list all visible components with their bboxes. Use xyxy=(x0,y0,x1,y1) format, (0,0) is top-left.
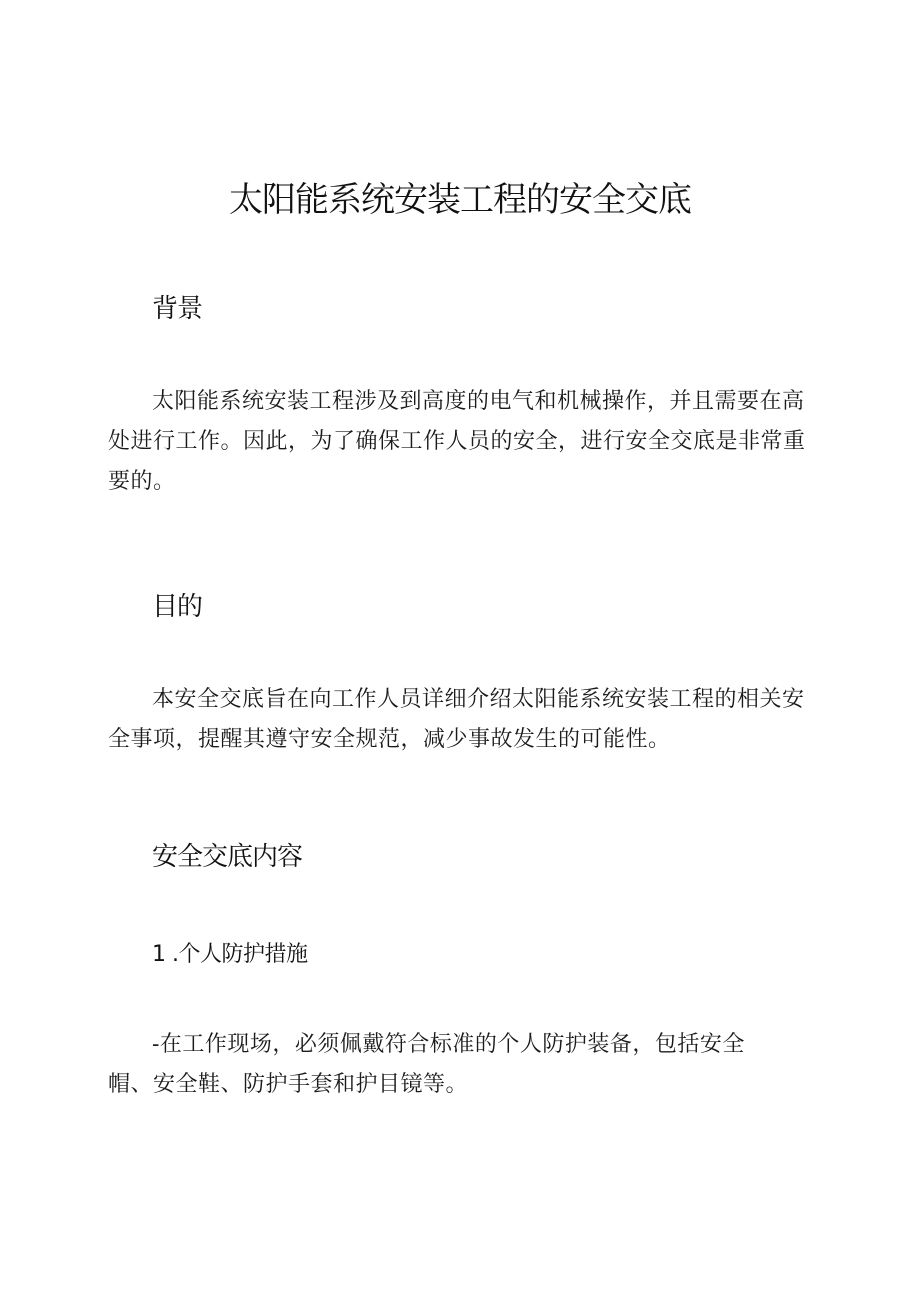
paragraph-personal-protection: -在工作现场，必须佩戴符合标准的个人防护装备，包括安全帽、安全鞋、防护手套和护目镜等。 xyxy=(108,1032,745,1097)
section-heading-purpose: 目的 xyxy=(152,592,203,622)
document-title: 太阳能系统安装工程的安全交底 xyxy=(229,180,691,220)
paragraph-background: 太阳能系统安装工程涉及到高度的电气和机械操作，并且需要在高处进行工作。因此，为了确保工作人员的安全，进行安全交底是非常重要的。 xyxy=(108,389,806,494)
paragraph-purpose: 本安全交底旨在向工作人员详细介绍太阳能系统安装工程的相关安全事项，提醒其遵守安全规范，减少事故发生的可能性。 xyxy=(108,687,805,752)
section-heading-content: 安全交底内容 xyxy=(152,842,303,872)
section-heading-background: 背景 xyxy=(152,294,203,324)
subsection-heading-personal-protection: 1 .个人防护措施 xyxy=(152,942,308,967)
